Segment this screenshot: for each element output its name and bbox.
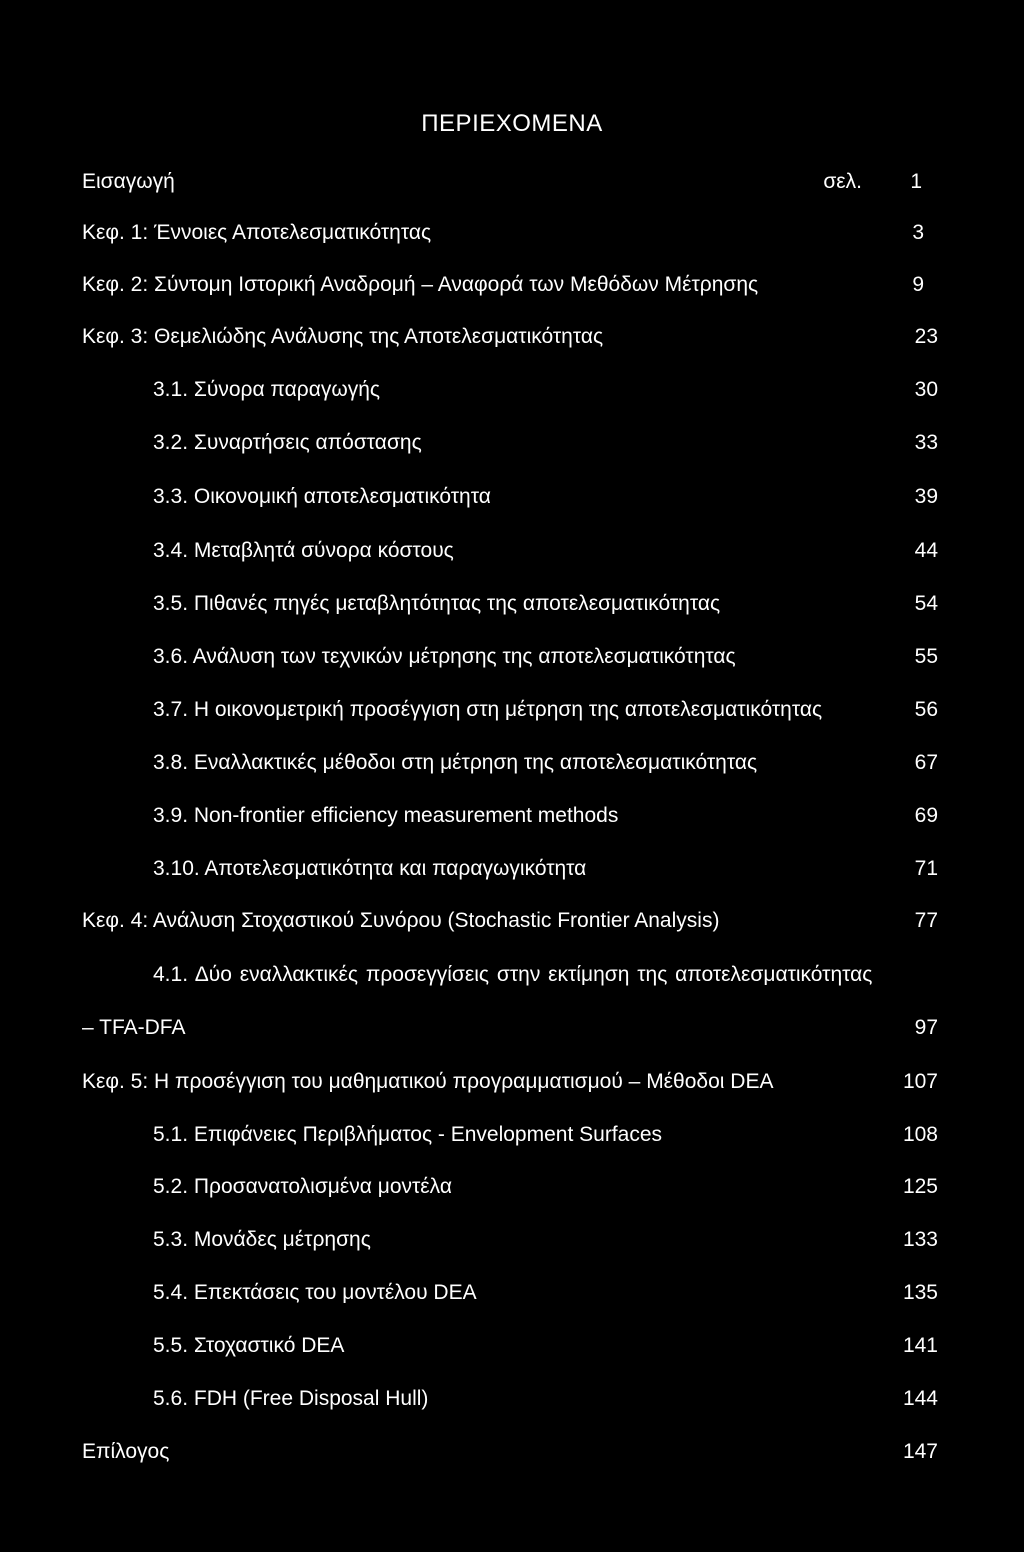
toc-entry-page: 44 (914, 539, 938, 562)
toc-entry (82, 1067, 938, 1097)
toc-entry-page: 9 (912, 273, 924, 296)
toc-entry-label: 3.4. Μεταβλητά σύνορα κόστους (153, 539, 454, 562)
toc-entry-label: 5.1. Επιφάνειες Περιβλήματος - Envelopment Surfaces (153, 1123, 663, 1146)
toc-entry (153, 375, 938, 405)
toc-entry-label: 3.1. Σύνορα παραγωγής (153, 378, 381, 401)
toc-entry-page: 55 (914, 645, 938, 668)
toc-entry-page: 39 (914, 485, 938, 508)
toc-entry (153, 642, 938, 672)
toc-entry (153, 1331, 938, 1361)
toc-entry (153, 1120, 938, 1150)
toc-entry-label: Κεφ. 3: Θεμελιώδης Ανάλυσης της Αποτελεσματικότητας (82, 325, 604, 348)
toc-entry (82, 1013, 938, 1043)
toc-entry (153, 428, 938, 458)
toc-entry-label: 5.3. Μονάδες μέτρησης (153, 1228, 371, 1251)
toc-entry (153, 695, 938, 725)
toc-entry-label: 3.8. Εναλλακτικές μέθοδοι στη μέτρηση της αποτελεσματικότητας (153, 751, 758, 774)
toc-entry (82, 1437, 938, 1467)
toc-entry (153, 1172, 938, 1202)
toc-entry (82, 906, 938, 936)
toc-entry (153, 748, 938, 778)
toc-entry-label: Κεφ. 1: Έννοιες Αποτελεσματικότητας (82, 221, 432, 244)
toc-entry-label: 5.2. Προσανατολισμένα μοντέλα (153, 1175, 452, 1198)
toc-entry (153, 589, 938, 619)
toc-entry (153, 801, 938, 831)
toc-entry-page: 33 (914, 431, 938, 454)
page-column-label: σελ. (823, 170, 862, 193)
toc-entry-page: 97 (914, 1016, 938, 1039)
toc-entry-label: 5.6. FDH (Free Disposal Hull) (153, 1387, 429, 1410)
toc-entry-page: 144 (902, 1387, 938, 1410)
toc-entry-label: Κεφ. 5: Η προσέγγιση του μαθηματικού προγραμματισμού – Μέθοδοι DEA (82, 1070, 774, 1093)
toc-entry (153, 482, 938, 512)
toc-entry-page: 135 (902, 1281, 938, 1304)
toc-entry-label: Επίλογος (82, 1440, 170, 1463)
toc-entry-page: 23 (914, 325, 938, 348)
toc-entry-page: 71 (914, 857, 938, 880)
toc-entry (82, 322, 938, 352)
toc-entry-page: 67 (914, 751, 938, 774)
toc-entry-page: 56 (914, 698, 938, 721)
toc-entry-label: 3.7. Η οικονομετρική προσέγγιση στη μέτρηση της αποτελεσματικότητας (153, 698, 823, 721)
toc-entry (153, 1278, 938, 1308)
toc-entry (153, 1384, 938, 1414)
toc-entry-page: 125 (902, 1175, 938, 1198)
toc-entry-label: 3.6. Ανάλυση των τεχνικών μέτρησης της αποτελεσματικότητας (153, 645, 736, 668)
toc-entry (153, 960, 943, 990)
toc-entry-label: 3.10. Αποτελεσματικότητα και παραγωγικότητα (153, 857, 587, 880)
toc-entry-label: 3.3. Οικονομική αποτελεσματικότητα (153, 485, 491, 508)
toc-entry-page: 1 (910, 170, 922, 193)
toc-entry-page: 107 (902, 1070, 938, 1093)
page-title: ΠΕΡΙΕΧΟΜΕΝΑ (421, 110, 603, 137)
toc-entry (153, 1225, 938, 1255)
toc-entry-label: Κεφ. 4: Ανάλυση Στοχαστικού Συνόρου (Stochastic Frontier Analysis) (82, 909, 720, 932)
toc-entry-page: 141 (902, 1334, 938, 1357)
toc-entry-page: 147 (902, 1440, 938, 1463)
toc-entry-label: 5.4. Επεκτάσεις του μοντέλου DEA (153, 1281, 477, 1304)
toc-entry (82, 167, 922, 197)
toc-entry-page: 77 (914, 909, 938, 932)
toc-entry-label: Εισαγωγή (82, 170, 175, 193)
toc-entry-label: Κεφ. 2: Σύντομη Ιστορική Αναδρομή – Αναφορά των Μεθόδων Μέτρησης (82, 273, 759, 296)
toc-entry-label: 4.1. Δύο εναλλακτικές προσεγγίσεις στην εκτίμηση της αποτελεσματικότητας (153, 963, 873, 986)
toc-entry-page: 30 (914, 378, 938, 401)
toc-entry (82, 218, 924, 248)
toc-entry (153, 854, 938, 884)
toc-entry-page: 108 (902, 1123, 938, 1146)
toc-entry-page: 3 (912, 221, 924, 244)
toc-entry (82, 270, 924, 300)
toc-entry-label: 3.5. Πιθανές πηγές μεταβλητότητας της αποτελεσματικότητας (153, 592, 721, 615)
toc-entry-page: 133 (902, 1228, 938, 1251)
toc-entry-label: 3.2. Συναρτήσεις απόστασης (153, 431, 422, 454)
toc-entry-label: – TFA-DFA (82, 1016, 186, 1039)
toc-entry (153, 536, 938, 566)
toc-entry-page: 54 (914, 592, 938, 615)
toc-entry-label: 5.5. Στοχαστικό DEA (153, 1334, 345, 1357)
toc-entry-label: 3.9. Non-frontier efficiency measurement methods (153, 804, 619, 827)
toc-entry-page: 69 (914, 804, 938, 827)
